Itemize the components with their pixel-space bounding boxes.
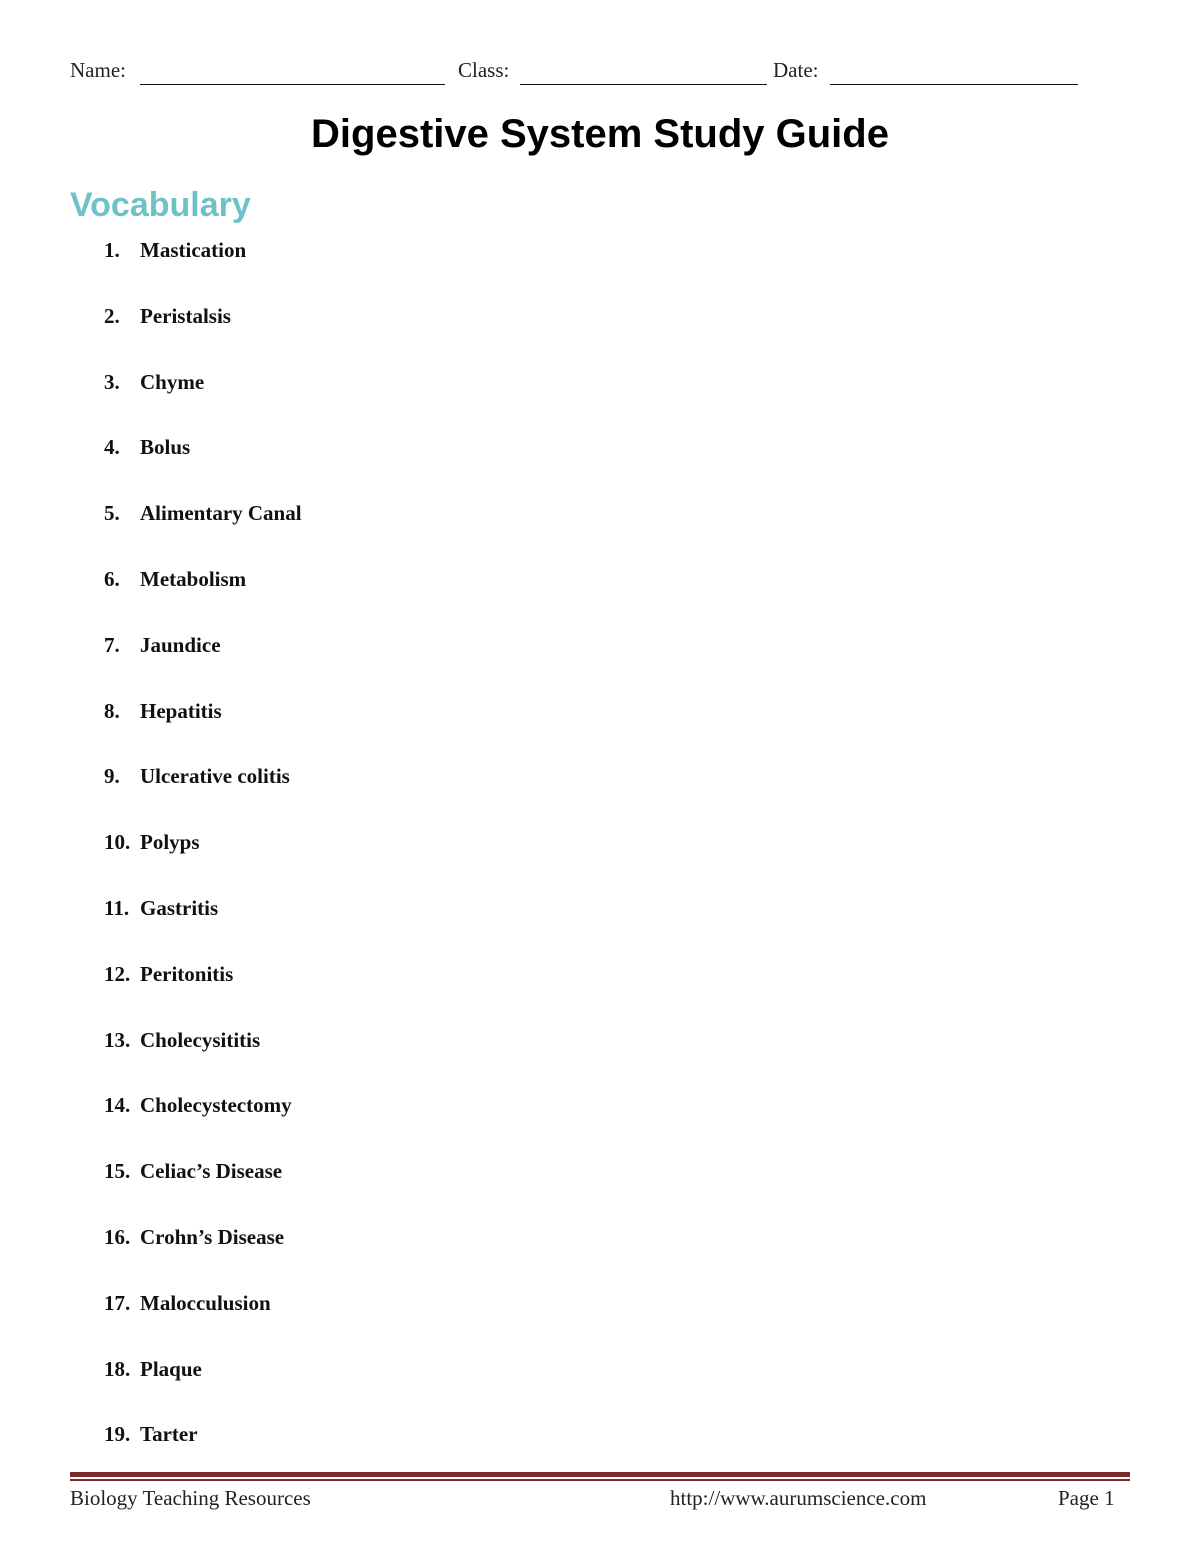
footer-left-text: Biology Teaching Resources (70, 1486, 311, 1510)
vocab-item-number: 17. (104, 1290, 131, 1315)
vocab-item-number: 9. (104, 764, 120, 789)
vocab-item (104, 1357, 302, 1423)
vocab-item-term: Cholecystectomy (140, 1093, 292, 1118)
vocab-item-number: 7. (104, 632, 120, 657)
vocab-item-term: Peritonitis (140, 961, 234, 986)
vocab-item-number: 3. (104, 369, 120, 394)
vocab-item-number: 1. (104, 238, 120, 262)
vocabulary-list (104, 238, 302, 1488)
vocab-item (104, 304, 302, 370)
vocab-item-term: Alimentary Canal (140, 501, 302, 526)
vocab-item-number: 14. (104, 1093, 131, 1118)
vocab-item (104, 501, 302, 567)
class-label: Class: (458, 58, 510, 82)
name-line[interactable] (140, 84, 445, 85)
vocab-item (104, 896, 302, 962)
vocab-item (104, 370, 302, 436)
vocab-item-term: Polyps (140, 830, 200, 855)
class-line[interactable] (520, 84, 767, 85)
vocab-item (104, 699, 302, 765)
vocab-item-term: Hepatitis (140, 698, 222, 723)
vocab-item (104, 1093, 302, 1159)
vocab-item-number: 11. (104, 895, 130, 920)
vocabulary-heading: Vocabulary (70, 186, 251, 224)
vocab-item (104, 1291, 302, 1357)
vocab-item-term: Chyme (140, 369, 205, 394)
vocab-item-number: 12. (104, 961, 131, 986)
vocab-item (104, 435, 302, 501)
vocab-item-term: Cholecysititis (140, 1027, 261, 1052)
vocab-item-term: Mastication (140, 238, 247, 262)
vocab-item-number: 16. (104, 1224, 131, 1249)
vocab-item-term: Jaundice (140, 632, 221, 657)
date-line[interactable] (830, 84, 1078, 85)
vocab-item (104, 567, 302, 633)
vocab-item-number: 15. (104, 1159, 131, 1184)
vocab-item-number: 8. (104, 698, 120, 723)
vocab-item-term: Plaque (140, 1356, 202, 1381)
vocab-item (104, 1159, 302, 1225)
vocab-item-number: 10. (104, 830, 131, 855)
page-number: Page 1 (1058, 1486, 1115, 1510)
vocab-item (104, 1028, 302, 1094)
vocab-item-term: Peristalsis (140, 303, 231, 328)
vocab-item (104, 238, 302, 304)
vocab-item-number: 13. (104, 1027, 131, 1052)
vocab-item-number: 5. (104, 501, 120, 526)
vocab-item-number: 6. (104, 566, 120, 591)
vocab-item (104, 962, 302, 1028)
vocab-item-term: Celiac’s Disease (140, 1159, 283, 1184)
vocab-item (104, 633, 302, 699)
vocab-item-number: 2. (104, 303, 120, 328)
date-label: Date: (773, 58, 819, 82)
page-title: Digestive System Study Guide (311, 112, 889, 156)
vocab-item-term: Gastritis (140, 895, 219, 920)
vocab-item-term: Bolus (140, 435, 191, 460)
footer-divider-thin (70, 1479, 1130, 1481)
footer-divider (70, 1472, 1130, 1477)
vocab-item (104, 1225, 302, 1291)
vocab-item-number: 18. (104, 1356, 131, 1381)
vocab-item-term: Malocculusion (140, 1290, 271, 1315)
footer-url[interactable]: http://www.aurumscience.com (670, 1486, 927, 1510)
vocab-item-number: 4. (104, 435, 120, 460)
name-label: Name: (70, 58, 126, 82)
vocab-item-number: 19. (104, 1422, 131, 1447)
vocab-item-term: Metabolism (140, 566, 247, 591)
vocab-item-term: Crohn’s Disease (140, 1224, 285, 1249)
vocab-item (104, 830, 302, 896)
vocab-item-term: Ulcerative colitis (140, 764, 290, 789)
vocab-item-term: Tarter (140, 1422, 198, 1447)
vocab-item (104, 764, 302, 830)
